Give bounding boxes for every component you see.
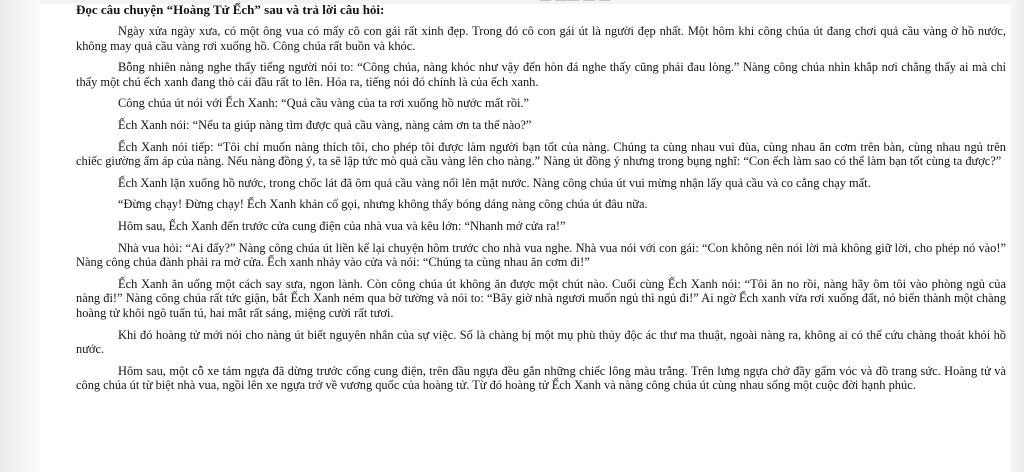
paragraph: Khi đó hoàng tử mới nói cho nàng út biết nguyên nhân của sự việc. Số là chàng bị một mụ phù thủy độc ác thư ma thuật, ngoài nàng ra, không ai có thể cứu chàng thoát khỏi hồ nước. xyxy=(76,327,1006,357)
paragraph: Hôm sau, Ếch Xanh đến trước cửa cung điện của nhà vua và kêu lớn: “Nhanh mở cửa ra!” xyxy=(118,218,566,233)
paragraph: Ếch Xanh nói tiếp: “Tôi chỉ muốn nàng thích tôi, cho phép tôi được làm người bạn tốt của nàng. Chúng ta cùng nhau vui đùa, cùng nhau ăn cơm trên bàn, cùng nhau ngủ trên chiếc giường ấm áp của nàng. Nếu nàng đồng ý, ta sẽ lập tức mò quả cầu vàng lên cho nàng.” Nàng út đồng ý nhưng trong bụng nghĩ: “Con ếch làm sao có thể làm bạn tốt cùng ta được?” xyxy=(76,139,1006,169)
left-page-gutter xyxy=(0,0,40,472)
document-page xyxy=(76,2,1006,400)
paragraph: Ếch Xanh lặn xuống hồ nước, trong chốc lát đã ôm quả cầu vàng nổi lên mặt nước. Nàng công chúa út vui mừng nhận lấy quả cầu và co cẳng chạy mất. xyxy=(118,175,871,190)
paragraph: Nhà vua hỏi: “Ai đấy?” Nàng công chúa út liền kể lại chuyện hôm trước cho nhà vua nghe. Nhà vua nói với con gái: “Con không nên nói lời mà không giữ lời, cho phép nó vào!” Nàng công chúa đành phải ra mở cửa. Ếch xanh nhảy vào cửa và nói: “Chúng ta cùng nhau ăn cơm đi!” xyxy=(76,240,1006,270)
paragraph: Ngày xửa ngày xưa, có một ông vua có mấy cô con gái rất xinh đẹp. Trong đó cô con gái út là người đẹp nhất. Một hôm khi công chúa út đang chơi quả cầu vàng ở hồ nước, không may quả cầu vàng rơi xuống hồ. Công chúa rất buồn và khóc. xyxy=(76,24,1006,53)
right-page-gutter xyxy=(1010,0,1024,472)
paragraph: “Đừng chạy! Đừng chạy! Ếch Xanh khản cổ gọi, nhưng không thấy bóng dáng nàng công chúa út đâu nữa. xyxy=(118,197,648,212)
paragraph: Ếch Xanh nói: “Nếu ta giúp nàng tìm được quả cầu vàng, nàng cảm ơn ta thế nào?” xyxy=(118,117,532,132)
document-heading: Đọc câu chuyện “Hoàng Tử Ếch” sau và trả lời câu hỏi: xyxy=(76,2,385,17)
paragraph: Bỗng nhiên nàng nghe thấy tiếng người nói to: “Công chúa, nàng khóc như vậy đến hòn đá nghe thấy cũng phải đau lòng.” Nàng công chúa nhìn khắp nơi chẳng thấy ai mà chỉ thấy một chú ếch xanh đang thò cái đầu rất to lên. Hóa ra, tiếng nói đó chính là của ếch xanh. xyxy=(76,60,1006,89)
paragraph: Ếch Xanh ăn uống một cách say sưa, ngon lành. Còn công chúa út không ăn được một chút nào. Cuối cùng Ếch Xanh nói: “Tôi ăn no rồi, nàng hãy ôm tôi vào phòng ngủ của nàng đi!” Nàng công chúa rất tức giận, bắt Ếch Xanh ném qua bờ tường và nói to: “Bây giờ nhà ngươi muốn ngủ thì ngủ đi!” Ai ngờ Ếch xanh vừa rơi xuống đất, nó biến thành một chàng hoàng tử khôi ngô tuấn tú, hai mắt rất sáng, miệng cười rất tươi. xyxy=(76,276,1006,320)
paragraph: Công chúa út nói với Ếch Xanh: “Quả cầu vàng của ta rơi xuống hồ nước mất rồi.” xyxy=(118,96,530,111)
paragraph: Hôm sau, một cỗ xe tám ngựa đã dừng trước cổng cung điện, trên đầu ngựa đều gắn những chiếc lông màu trắng. Trên lưng ngựa chở đầy gấm vóc và đồ trang sức. Hoàng tử và công chúa út từ biệt nhà vua, ngồi lên xe ngựa trở về vương quốc của hoàng tử. Từ đó hoàng tử Ếch Xanh và nàng công chúa út cùng nhau sống một cuộc đời hạnh phúc. xyxy=(76,363,1006,393)
cropped-header-text: — —— — — xyxy=(540,0,612,6)
